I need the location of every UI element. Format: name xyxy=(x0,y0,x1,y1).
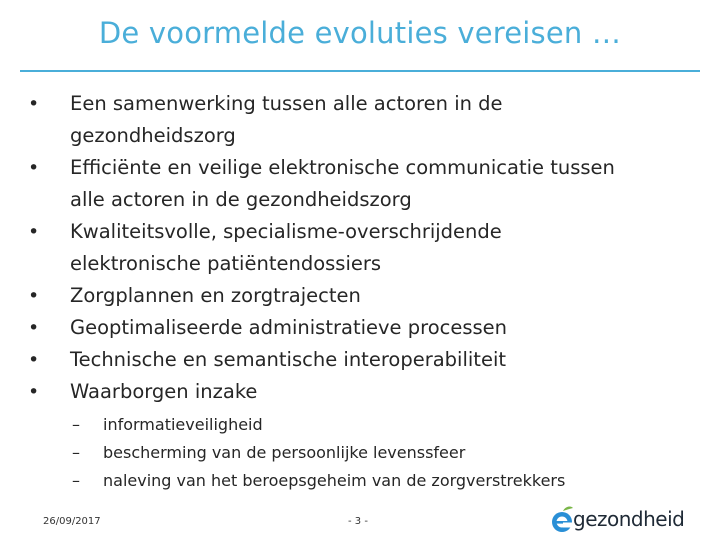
bullet-dot: • xyxy=(28,157,40,179)
footer-date: 26/09/2017 xyxy=(43,516,101,527)
sub-bullet-dash: – xyxy=(72,415,80,434)
sub-bullet-dash: – xyxy=(72,471,80,490)
bullet-dot: • xyxy=(28,285,40,307)
bullet-dot: • xyxy=(28,349,40,371)
bullet-text: Zorgplannen en zorgtrajecten xyxy=(70,284,361,307)
e-logo-icon xyxy=(550,505,574,535)
slide-title: De voormelde evoluties vereisen … xyxy=(98,16,622,50)
sub-bullet-item xyxy=(72,439,692,467)
bullet-text-continued: alle actoren in de gezondheidszorg xyxy=(70,188,412,211)
bullet-item xyxy=(28,88,678,152)
bullet-dot: • xyxy=(28,93,40,115)
bullet-text: Kwaliteitsvolle, specialisme-overschrijdende xyxy=(70,220,502,243)
bullet-text-continued: elektronische patiëntendossiers xyxy=(70,252,382,275)
bullet-item xyxy=(28,344,678,376)
sub-bullet-item xyxy=(72,411,692,439)
bullet-dot: • xyxy=(28,381,40,403)
bullet-item xyxy=(28,280,678,312)
bullet-text: Geoptimaliseerde administratieve processen xyxy=(70,316,508,339)
bullet-text: Waarborgen inzake xyxy=(70,380,258,403)
bullet-dot: • xyxy=(28,221,40,243)
bullet-text: Efficiënte en veilige elektronische communicatie tussen xyxy=(70,156,615,179)
bullet-item xyxy=(28,152,678,216)
bullet-text-continued: gezondheidszorg xyxy=(70,124,236,147)
footer-page-number: - 3 - xyxy=(348,516,368,527)
bullet-item xyxy=(28,376,678,408)
bullet-text: Technische en semantische interoperabiliteit xyxy=(70,348,507,371)
sub-bullet-text: informatieveiligheid xyxy=(103,415,263,434)
sub-bullet-text: naleving van het beroepsgeheim van de zorgverstrekkers xyxy=(103,471,566,490)
sub-bullet-item xyxy=(72,467,692,495)
title-underline xyxy=(20,70,700,72)
bullet-dot: • xyxy=(28,317,40,339)
egezondheid-logo xyxy=(550,505,690,535)
sub-bullet-dash: – xyxy=(72,443,80,462)
logo-text: gezondheid xyxy=(573,507,685,531)
bullet-item xyxy=(28,312,678,344)
sub-bullet-list xyxy=(72,411,692,495)
bullet-list xyxy=(28,88,678,408)
bullet-text: Een samenwerking tussen alle actoren in de xyxy=(70,92,503,115)
sub-bullet-text: bescherming van de persoonlijke levenssfeer xyxy=(103,443,466,462)
bullet-item xyxy=(28,216,678,280)
